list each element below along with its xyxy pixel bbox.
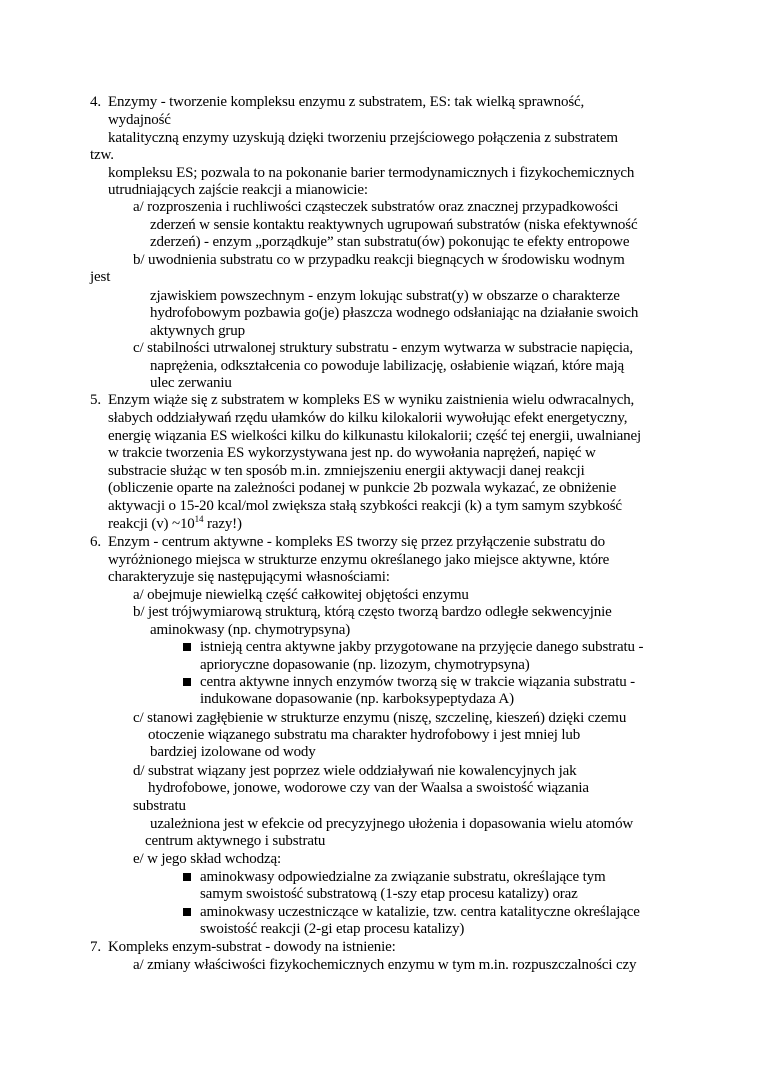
item6-b-bullet-line: centra aktywne innych enzymów tworzą się w trakcie wiązania substratu - <box>200 674 636 690</box>
item6-e-bullet-line: samym swoistość substratową (1-szy etap procesu katalizy) oraz <box>200 886 578 902</box>
item6-e-bullet-line: swoistość reakcji (2-gi etap procesu katalizy) <box>200 921 465 937</box>
item6-d-line: uzależniona jest w efekcie od precyzyjnego ułożenia i dopasowania wielu atomów <box>150 816 634 832</box>
item4-c-line: naprężenia, odkształcenia co powoduje labilizację, osłabienie wiązań, które mają <box>150 358 625 374</box>
square-bullet-icon <box>183 908 191 916</box>
item4-number: 4. <box>90 94 101 110</box>
item4-line: kompleksu ES; pozwala to na pokonanie barier termodynamicznych i fizykochemicznych <box>108 165 635 181</box>
square-bullet-icon <box>183 873 191 881</box>
item7-line: Kompleks enzym-substrat - dowody na istnienie: <box>108 939 396 955</box>
item5-line: (obliczenie oparte na zależności podanej w punkcie 2b pozwala wykazać, ze obniżenie <box>108 480 617 496</box>
item6-c-line: otoczenie wiązanego substratu ma charakter hydrofobowy i jest mniej lub <box>148 727 581 743</box>
item6-d-line: d/ substrat wiązany jest poprzez wiele oddziaływań nie kowalencyjnych jak <box>133 763 577 779</box>
item5-line: w trakcie tworzenia ES wykorzystywana jest np. do wywołania naprężeń, napięć w <box>108 445 596 461</box>
item5-line-formula <box>108 515 242 534</box>
item6-line: charakteryzuje się następującymi własnościami: <box>108 569 390 585</box>
item6-b-bullet-line: indukowane dopasowanie (np. karboksypeptydaza A) <box>200 691 514 707</box>
item5-number: 5. <box>90 392 101 408</box>
item6-e-bullet-line: aminokwasy uczestniczące w katalizie, tzw. centra katalityczne określające <box>200 904 640 920</box>
item5-formula-exponent: 14 <box>194 514 204 524</box>
item6-b-line: aminokwasy (np. chymotrypsyna) <box>150 622 351 638</box>
item4-line: utrudniających zajście reakcji a mianowicie: <box>108 182 368 198</box>
item4-a-line: zderzeń) - enzym „porządkuje” stan substratu(ów) pokonując te efekty entropowe <box>150 234 630 250</box>
item4-b-line: hydrofobowym pozbawia go(je) płaszcza wodnego odsłaniając na działanie swoich <box>150 305 639 321</box>
item4-b-line: jest <box>90 269 111 285</box>
item6-c-line: bardziej izolowane od wody <box>150 744 316 760</box>
item4-c-line: ulec zerwaniu <box>150 375 232 391</box>
item6-number: 6. <box>90 534 101 550</box>
item5-line: energię wiązania ES wielkości kilku do kilkunastu kilokalorii; część tej energii, uwalnianej <box>108 428 641 444</box>
item6-a-line: a/ obejmuje niewielką część całkowitej objętości enzymu <box>133 587 469 603</box>
item4-line: Enzymy - tworzenie kompleksu enzymu z substratem, ES: tak wielką sprawność, <box>108 94 585 110</box>
item6-d-line: hydrofobowe, jonowe, wodorowe czy van der Waalsa a swoistość wiązania <box>148 780 589 796</box>
item4-b-line: zjawiskiem powszechnym - enzym lokując substrat(y) w obszarze o charakterze <box>150 288 620 304</box>
item5-line: Enzym wiąże się z substratem w kompleks ES w wyniku zaistnienia wielu odwracalnych, <box>108 392 635 408</box>
item6-e-bullet-line: aminokwasy odpowiedzialne za związanie substratu, określające tym <box>200 869 606 885</box>
item7-a-line: a/ zmiany właściwości fizykochemicznych enzymu w tym m.in. rozpuszczalności czy <box>133 957 637 973</box>
item4-a-line: zderzeń w sensie kontaktu reaktywnych ugrupowań substratów (niska efektywność <box>150 217 638 233</box>
item5-line: aktywacji o 15-20 kcal/mol zwiększa stałą szybkości reakcji (k) a tym samym szybkość <box>108 498 622 514</box>
item5-formula-tail: razy!) <box>203 516 242 532</box>
item7-number: 7. <box>90 939 101 955</box>
square-bullet-icon <box>183 643 191 651</box>
square-bullet-icon <box>183 678 191 686</box>
item6-line: Enzym - centrum aktywne - kompleks ES tworzy się przez przyłączenie substratu do <box>108 534 605 550</box>
item4-c-line: c/ stabilności utrwalonej struktury substratu - enzym wytwarza w substracie napięcia, <box>133 340 634 356</box>
item4-line: wydajność <box>108 112 171 128</box>
item6-e-line: e/ w jego skład wchodzą: <box>133 851 282 867</box>
item5-formula-base: reakcji (v) ~10 <box>108 516 195 532</box>
item4-a-line: a/ rozproszenia i ruchliwości cząsteczek substratów oraz znacznej przypadkowości <box>133 199 619 215</box>
item4-b-line: aktywnych grup <box>150 323 245 339</box>
item4-line: tzw. <box>90 147 114 163</box>
item6-d-line: substratu <box>133 798 186 814</box>
item4-line: katalityczną enzymy uzyskują dzięki tworzeniu przejściowego połączenia z substratem <box>108 130 618 146</box>
item4-b-line: b/ uwodnienia substratu co w przypadku reakcji biegnących w środowisku wodnym <box>133 252 625 268</box>
item5-line: słabych oddziaływań rzędu ułamków do kilku kilokalorii wywołując efekt energetyczny, <box>108 410 628 426</box>
item6-c-line: c/ stanowi zagłębienie w strukturze enzymu (niszę, szczelinę, kieszeń) dzięki czemu <box>133 710 627 726</box>
item5-line: substracie służąc w ten sposób m.in. zmniejszeniu energii aktywacji danej reakcji <box>108 463 585 479</box>
item6-b-bullet-line: aprioryczne dopasowanie (np. lizozym, chymotrypsyna) <box>200 657 530 673</box>
item6-b-line: b/ jest trójwymiarową strukturą, którą często tworzą bardzo odległe sekwencyjnie <box>133 604 612 620</box>
item6-b-bullet-line: istnieją centra aktywne jakby przygotowane na przyjęcie danego substratu - <box>200 639 644 655</box>
item6-line: wyróżnionego miejsca w strukturze enzymu określanego jako miejsce aktywne, które <box>108 552 610 568</box>
item6-d-line: centrum aktywnego i substratu <box>145 833 326 849</box>
